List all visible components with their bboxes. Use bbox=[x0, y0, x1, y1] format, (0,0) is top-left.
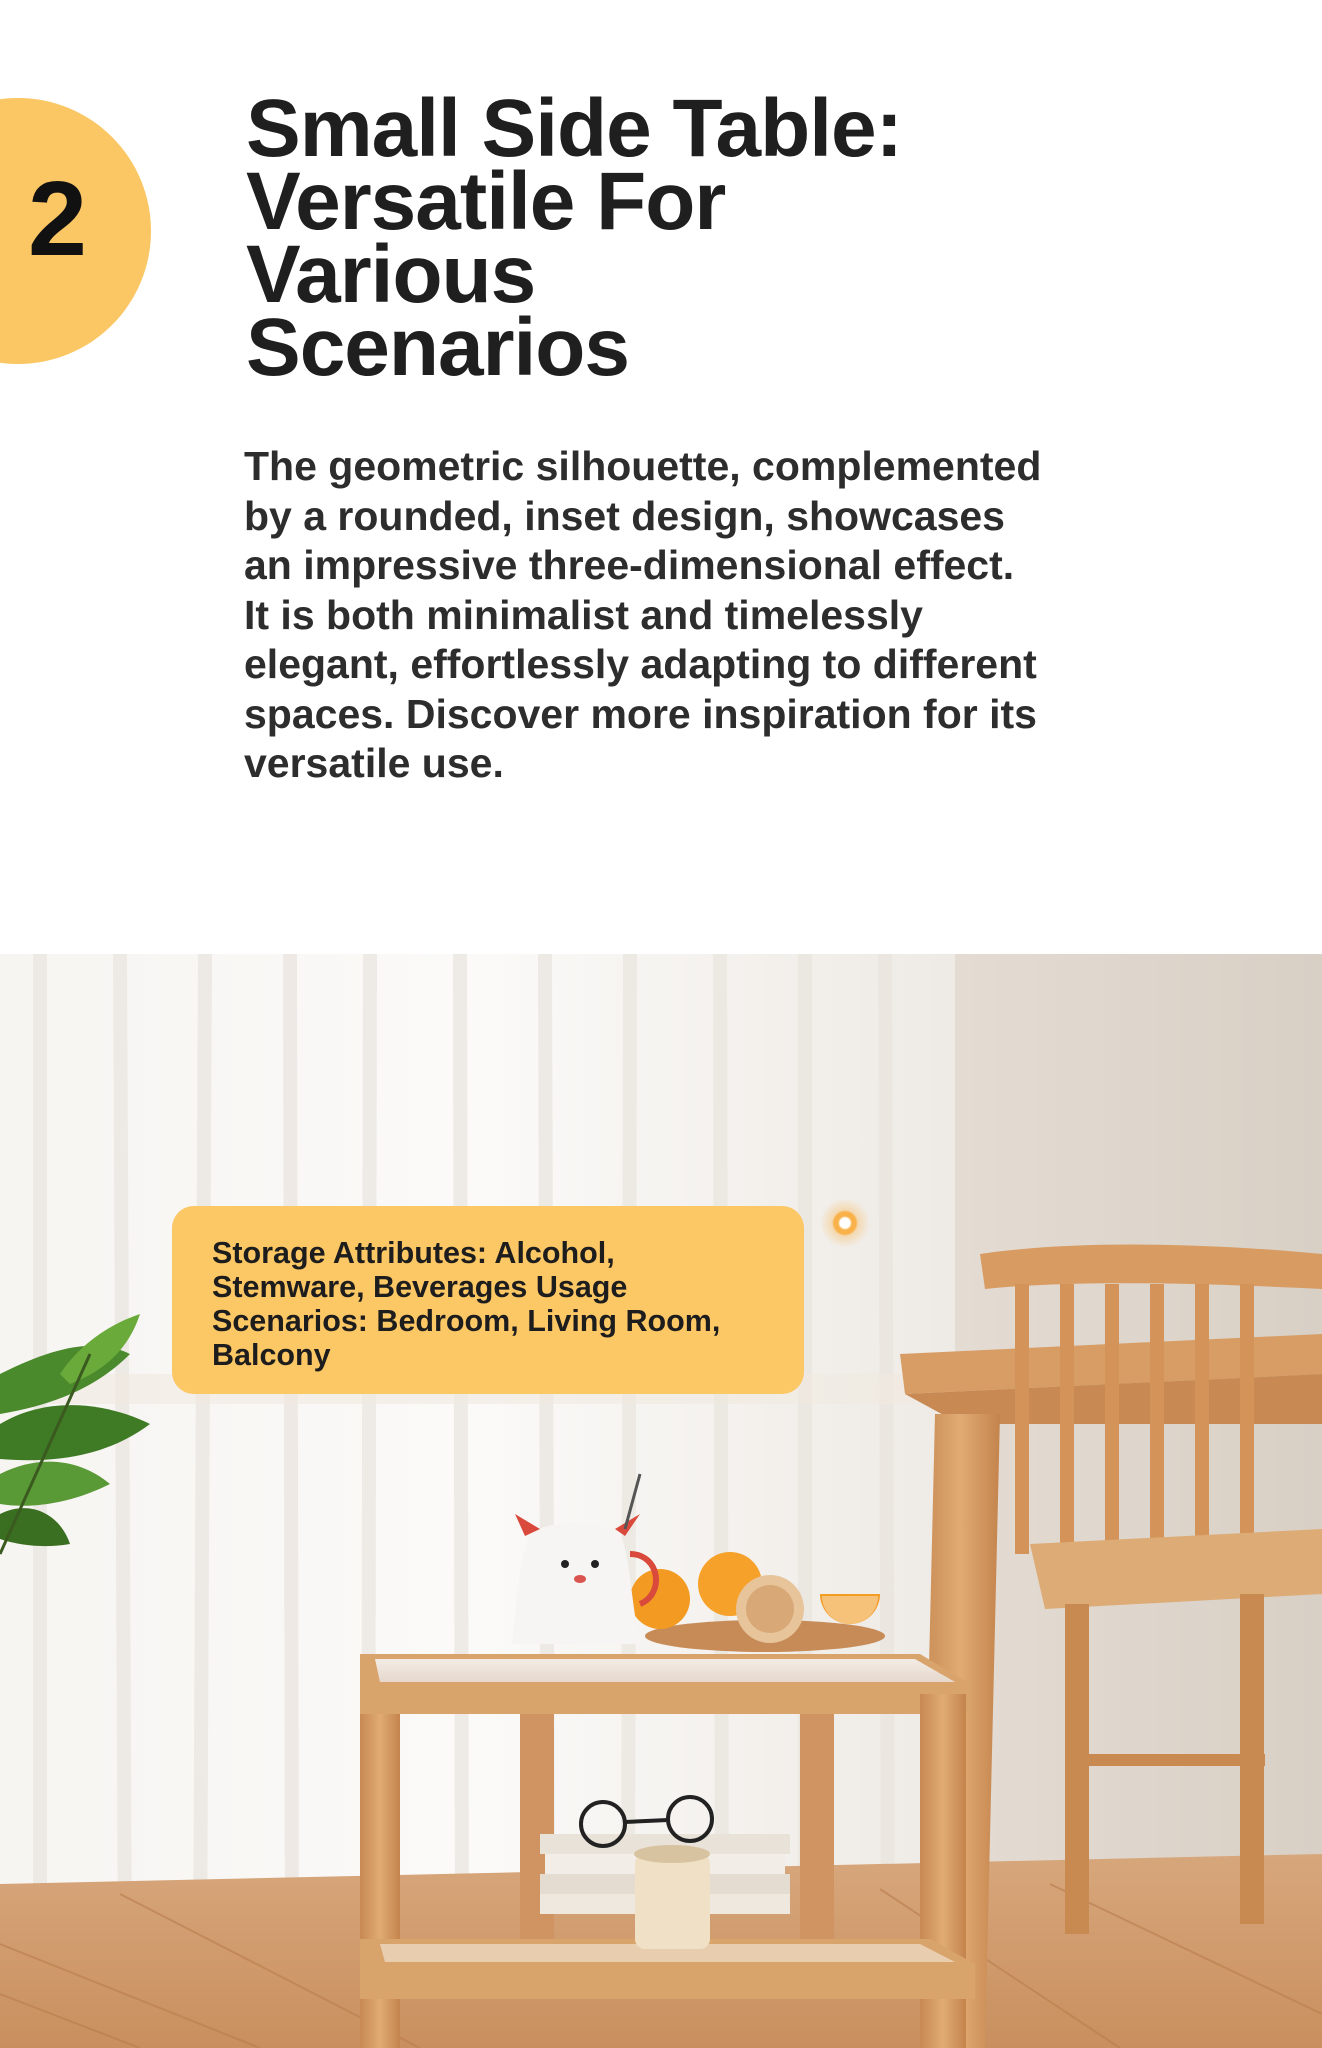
scene-illustration bbox=[0, 954, 1322, 2048]
description-line: an impressive three-dimensional effect. bbox=[244, 542, 1015, 588]
callout-line: Scenarios: Bedroom, Living Room, bbox=[212, 1304, 721, 1338]
headline-line: Small Side Table: bbox=[246, 83, 902, 174]
section-headline bbox=[246, 83, 1246, 393]
product-scene-photo bbox=[0, 954, 1322, 2048]
description-line: It is both minimalist and timelessly bbox=[244, 591, 923, 638]
headline-line: Versatile For bbox=[246, 156, 726, 247]
callout-line: Storage Attributes: Alcohol, bbox=[212, 1236, 615, 1270]
callout-line: Balcony bbox=[212, 1338, 331, 1372]
callout-text bbox=[212, 1236, 768, 1372]
description-line: elegant, effortlessly adapting to different bbox=[244, 641, 1037, 687]
description-line: The geometric silhouette, complemented bbox=[244, 443, 1042, 489]
headline-line: Various bbox=[246, 229, 536, 320]
callout-line: Stemware, Beverages Usage bbox=[212, 1270, 628, 1304]
feature-callout bbox=[172, 1206, 804, 1394]
description-line: by a rounded, inset design, showcases bbox=[244, 492, 1005, 539]
headline-line: Scenarios bbox=[246, 302, 629, 393]
description-line: versatile use. bbox=[244, 740, 504, 786]
step-number: 2 bbox=[28, 160, 87, 278]
hotspot-marker[interactable] bbox=[820, 1198, 870, 1248]
description-line: spaces. Discover more inspiration for its bbox=[244, 690, 1037, 737]
section-description bbox=[244, 442, 1144, 789]
